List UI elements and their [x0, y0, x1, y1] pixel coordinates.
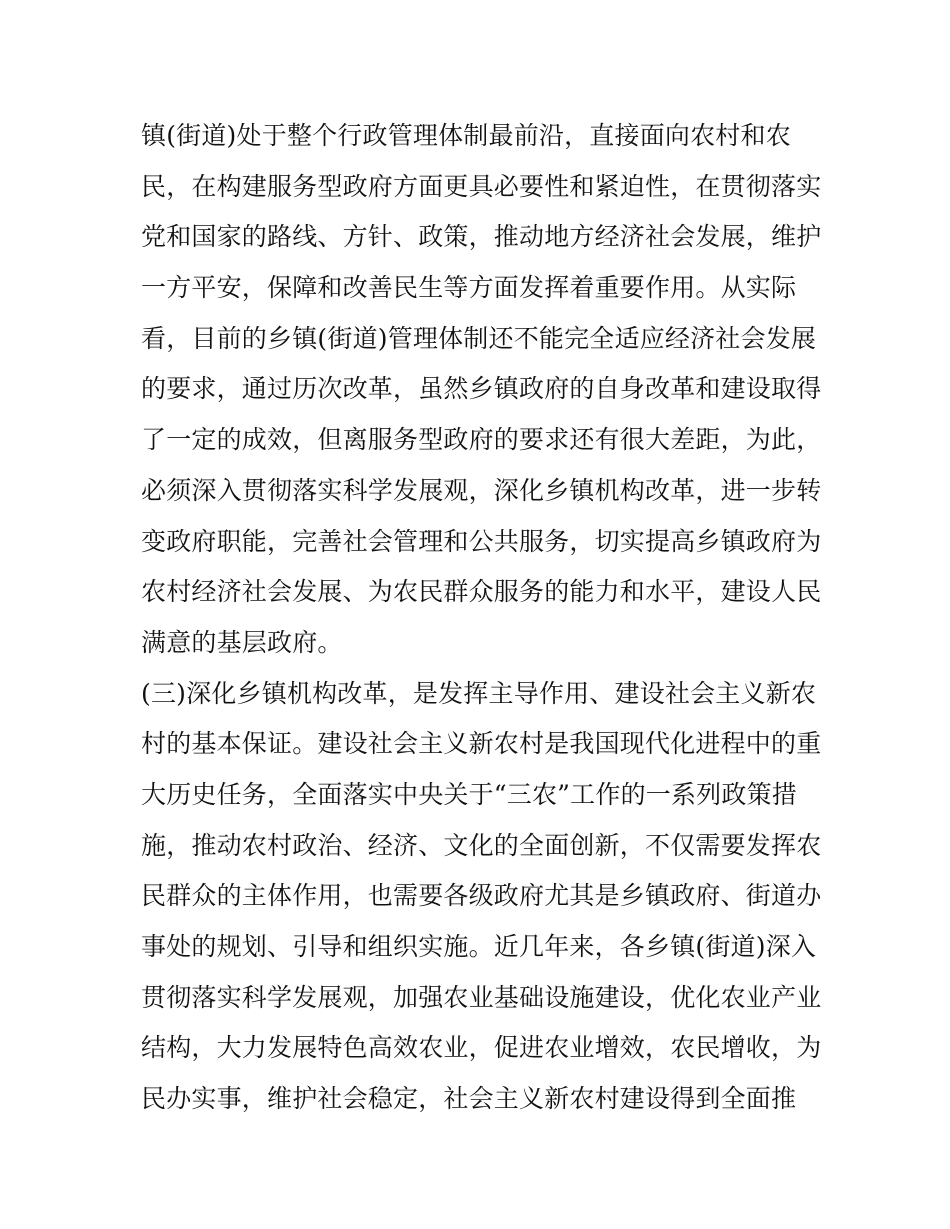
text-line: 党和国家的路线、方针、政策，推动地方经济社会发展，维护 — [141, 222, 822, 252]
text-line: 大历史任务，全面落实中央关于“三农”工作的一系列政策措 — [141, 779, 797, 809]
text-line: 民，在构建服务型政府方面更具必要性和紧迫性，在贯彻落实 — [141, 171, 822, 201]
text-line: 结构，大力发展特色高效农业，促进农业增效，农民增收，为 — [141, 1033, 822, 1063]
text-line: 变政府职能，完善社会管理和公共服务，切实提高乡镇政府为 — [141, 526, 822, 556]
text-line: 一方平安，保障和改善民生等方面发挥着重要作用。从实际 — [141, 273, 797, 303]
text-line: (三)深化乡镇机构改革，是发挥主导作用、建设社会主义新农 — [141, 678, 817, 708]
text-line: 农村经济社会发展、为农民群众服务的能力和水平，建设人民 — [141, 577, 822, 607]
text-line: 满意的基层政府。 — [141, 627, 343, 657]
text-line: 事处的规划、引导和组织实施。近几年来，各乡镇(街道)深入 — [141, 932, 817, 961]
text-line: 了一定的成效，但离服务型政府的要求还有很大差距，为此， — [141, 425, 822, 455]
text-line: 必须深入贯彻落实科学发展观，深化乡镇机构改革，进一步转 — [141, 475, 822, 505]
text-line: 民群众的主体作用，也需要各级政府尤其是乡镇政府、街道办 — [141, 881, 822, 911]
text-line: 民办实事，维护社会稳定，社会主义新农村建设得到全面推 — [141, 1084, 797, 1114]
text-line: 施，推动农村政治、经济、文化的全面创新，不仅需要发挥农 — [141, 830, 822, 860]
text-line: 看，目前的乡镇(街道)管理体制还不能完全适应经济社会发展 — [141, 323, 817, 353]
text-line: 贯彻落实科学发展观，加强农业基础设施建设，优化农业产业 — [141, 982, 822, 1012]
body-text — [141, 111, 821, 1125]
text-line: 的要求，通过历次改革，虽然乡镇政府的自身改革和建设取得 — [141, 374, 822, 404]
text-line: 镇(街道)处于整个行政管理体制最前沿，直接面向农村和农 — [141, 121, 791, 150]
text-line: 村的基本保证。建设社会主义新农村是我国现代化进程中的重 — [141, 729, 822, 759]
